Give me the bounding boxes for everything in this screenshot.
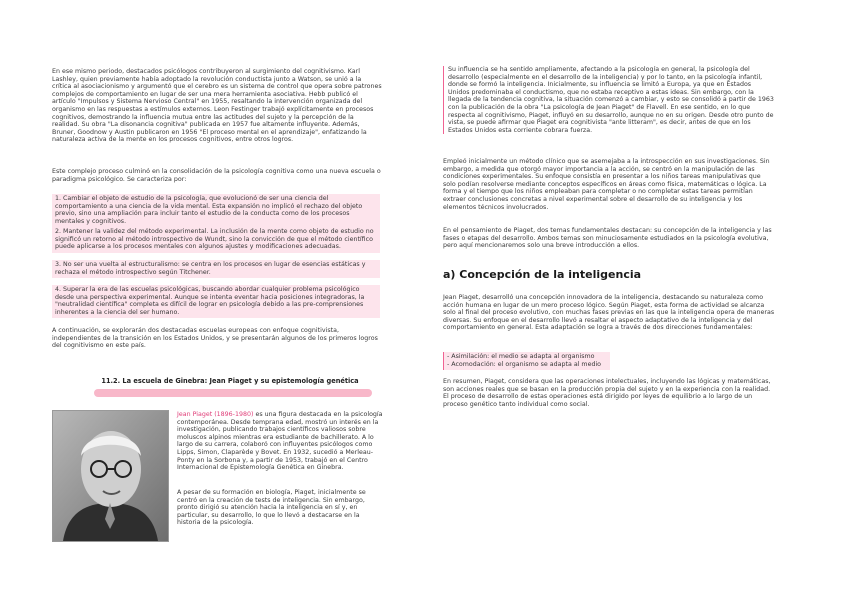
adaptation-list <box>443 352 610 370</box>
list-item: - Asimilación: el medio se adapta al organismo <box>447 353 595 360</box>
piaget-portrait-image <box>53 411 168 541</box>
piaget-photo <box>52 410 169 542</box>
characteristic-box-2: 2. Mantener la validez del método experimental. La inclusión de la mente como objeto de estudio no significó un retorno al método introspectivo de Wundt, sino la convicción de que el método científico puede aplicarse a los procesos mentales con algunos ajustes y modificaciones adecuadas. <box>52 227 380 253</box>
left-paragraph-3: A continuación, se explorarán dos destacadas escuelas europeas con enfoque cognitivista, independientes de la transición en los Estados Unidos, y se presentarán algunos de los primeros logros del cognitivismo en este país. <box>52 327 378 350</box>
piaget-years: (1896-1980) <box>212 411 254 418</box>
characteristic-box-1: 1. Cambiar el objeto de estudio de la psicología, que evolucionó de ser una ciencia del comportamiento a una ciencia de la vida mental. Esta expansión no implicó el rechazo del objeto previo, sino una ampliación para incluir tanto el estudio de la conducta como de los procesos mentales y cognitivos. <box>52 194 380 227</box>
inteligencia-heading: a) Concepción de la inteligencia <box>443 268 642 281</box>
section-title-underline <box>94 389 372 397</box>
right-paragraph-5: En resumen, Piaget, considera que las operaciones intelectuales, incluyendo las lógicas y matemáticas, son acciones reales que se basan en la producción propia del sujeto y en la experiencia con la realidad. El proceso de desarrollo de estas operaciones está dirigido por leyes de equilibrio a lo largo de un proceso genético tanto individual como social. <box>443 378 771 408</box>
characteristic-box-4: 4. Superar la era de las escuelas psicológicas, buscando abordar cualquier problema psicológico desde una perspectiva experimental. Aunque se intenta eventar hacia posiciones integradoras, la "neutralidad científica" completa es difícil de lograr en psicología debido a las pre-comprensiones inherentes a la ciencia del ser humano. <box>52 285 380 318</box>
piaget-bio-paragraph-1: Jean Piaget (1896-1980) es una figura destacada en la psicología contemporánea. Desde temprana edad, mostró un interés en la investigación, publicando trabajos científicos valiosos sobre moluscos alpinos mientras era estudiante de bachillerato. A lo largo de su carrera, colaboró con influyentes psicólogos como Lipps, Simon, Claparède y Bovet. En 1932, sucedió a Merleau-Ponty en la Sorbona y, a partir de 1953, trabajó en el Centro Internacional de Epistemología Genética en Ginebra. <box>177 411 383 472</box>
right-paragraph-4: Jean Piaget, desarrolló una concepción innovadora de la inteligencia, destacando su naturaleza como acción humana en lugar de un mero proceso lógico. Según Piaget, esta forma de actividad se alcanza solo al final del proceso evolutivo, con muchas fases previas en las que la inteligencia opera de maneras diversas. Su enfoque en el desarrollo llevó a resaltar el aspecto adaptativo de la inteligencia y del comportamiento en general. Esta adaptación se logra a través de dos direcciones fundamentales: <box>443 294 775 332</box>
list-item: - Acomodación: el organismo se adapta al medio <box>447 360 602 368</box>
right-paragraph-2: Empleó inicialmente un método clínico que se asemejaba a la introspección en sus investigaciones. Sin embargo, a medida que otorgó mayor importancia a la acción, se centró en la manipulación de las condiciones experimentales. Su enfoque consistía en presentar a los niños tareas manipulativas que solo podían resolverse mediante conceptos específicos en áreas como física, matemáticas o lógica. La forma y el tiempo que los niños empleaban para completar o no completar estas tareas permitían extraer conclusiones concretas a nivel experimental sobre el desarrollo de su inteligencia y los elementos técnicos involucrados. <box>443 158 770 211</box>
right-paragraph-1: Su influencia se ha sentido ampliamente, afectando a la psicología en general, la psicología del desarrollo (especialmente en el desarrollo de la inteligencia) y por lo tanto, en la psicología infantil, donde se formó la inteligencia. Inicialmente, su influencia se limitó a Europa, ya que en Estados Unidos predominaba el conductismo, que no estaba receptivo a estas ideas. Sin embargo, con la llegada de la tendencia cognitiva, la situación comenzó a cambiar, y esto se consolidó a partir de 1963 con la publicación de la obra "La psicología de Jean Piaget" de Flavell. En ese sentido, en lo que respecta al cognitivismo, Piaget, influyó en su desarrollo, aunque no en su origen. Desde otro punto de vista, se puede afirmar que Piaget era cognitivista "ante litteram", es decir, antes de que en los Estados Unidos esta corriente cobrara fuerza. <box>443 66 774 134</box>
left-paragraph-2: Este complejo proceso culminó en la consolidación de la psicología cognitiva como una nueva escuela o paradigma psicológico. Se caracteriza por: <box>52 168 381 183</box>
piaget-bio-paragraph-2: A pesar de su formación en biología, Piaget, inicialmente se centró en la creación de tests de inteligencia. Sin embargo, pronto dirigió su atención hacia la inteligencia en sí y, en particular, su desarrollo, lo que lo llevó a destacarse en la historia de la psicología. <box>177 489 366 527</box>
left-paragraph-1: En ese mismo periodo, destacados psicólogos contribuyeron al surgimiento del cognitivismo. Karl Lashley, quien previamente había adoptado la revolución conductista junto a Watson, se unió a la crítica al asociacionismo y argumentó que el cerebro es un sistema de control que opera sobre patrones complejos de comportamiento en lugar de ser una mera herramienta asociativa. Hebb publicó el artículo "Impulsos y Sistema Nervioso Central" en 1955, resaltando la intervención organizada del organismo en las respuestas a estímulos externos. Leon Festinger trabajó explícitamente en procesos cognitivos, demostrando la influencia mutua entre las actitudes del sujeto y la percepción de la realidad. Su obra "La disonancia cognitiva" publicada en 1957 fue altamente influyente. Además, Bruner, Goodnow y Austin publicaron en 1956 "El proceso mental en el aprendizaje", enfatizando la naturaleza activa de la mente en los procesos cognitivos, entre otros logros. <box>52 68 382 144</box>
characteristic-box-3: 3. No ser una vuelta al estructuralismo: se centra en los procesos en lugar de esencias estáticas y rechaza el método introspectivo según Titchener. <box>52 260 380 278</box>
section-title: 11.2. La escuela de Ginebra: Jean Piaget y su epistemología genética <box>101 377 359 385</box>
right-paragraph-3: En el pensamiento de Piaget, dos temas fundamentales destacan: su concepción de la inteligencia y las fases o etapas del desarrollo. Ambos temas son minuciosamente estudiados en la psicología evolutiva, pero aquí mencionaremos solo una breve introducción a ellos. <box>443 227 772 250</box>
piaget-name: Jean Piaget <box>177 411 213 418</box>
